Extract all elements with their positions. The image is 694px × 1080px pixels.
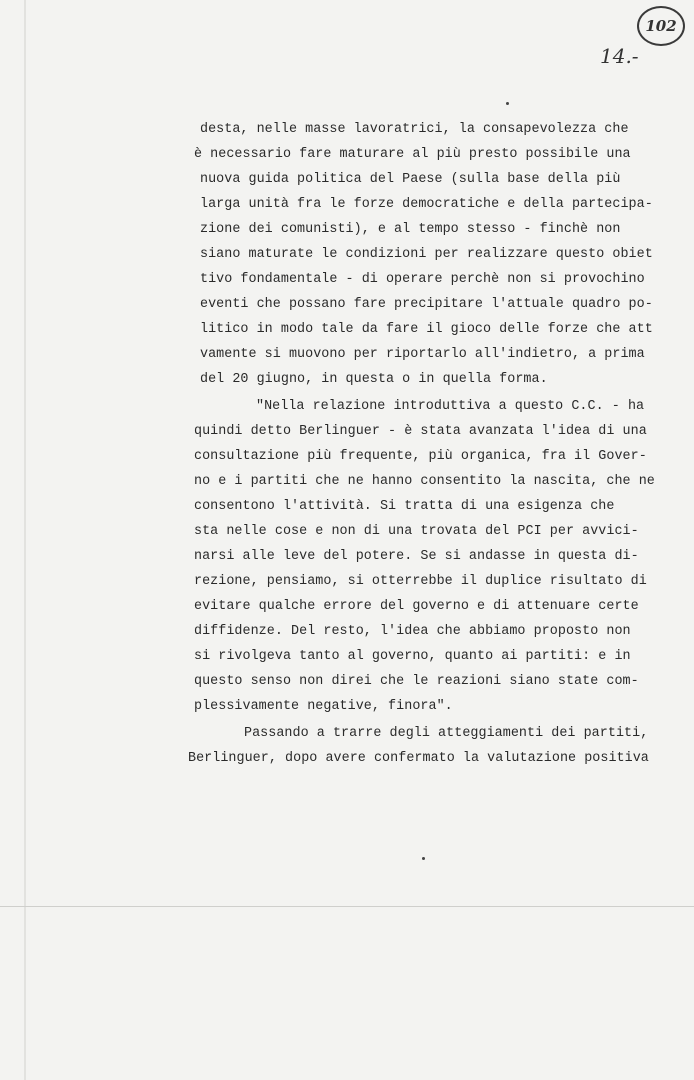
text-line: desta, nelle masse lavoratrici, la consapevolezza che xyxy=(200,122,629,137)
text-line: siano maturate le condizioni per realizzare questo obiet xyxy=(200,247,653,262)
text-line: litico in modo tale da fare il gioco delle forze che att xyxy=(200,322,653,337)
text-line: plessivamente negative, finora". xyxy=(194,699,453,714)
page-edge-shadow xyxy=(24,0,26,1080)
handwritten-page-number: 14.- xyxy=(600,44,639,68)
text-line: tivo fondamentale - di operare perchè non si provochino xyxy=(200,272,645,287)
text-line: eventi che possano fare precipitare l'attuale quadro po- xyxy=(200,297,653,312)
text-line: larga unità fra le forze democratiche e della partecipa- xyxy=(200,197,653,212)
text-line: diffidenze. Del resto, l'idea che abbiamo proposto non xyxy=(194,624,631,639)
paper-speck xyxy=(506,102,509,105)
text-line: evitare qualche errore del governo e di attenuare certe xyxy=(194,599,639,614)
text-line: consultazione più frequente, più organica, fra il Gover- xyxy=(194,449,647,464)
text-line: narsi alle leve del potere. Se si andasse in questa di- xyxy=(194,549,639,564)
text-line: vamente si muovono per riportarlo all'indietro, a prima xyxy=(200,347,645,362)
paragraph-start-line: Passando a trarre degli atteggiamenti dei partiti, xyxy=(244,726,649,741)
text-line: zione dei comunisti), e al tempo stesso - finchè non xyxy=(200,222,621,237)
fold-line xyxy=(0,906,694,907)
text-line: Berlinguer, dopo avere confermato la valutazione positiva xyxy=(188,751,649,766)
archive-stamp-number: 102 xyxy=(645,17,677,35)
text-line: no e i partiti che ne hanno consentito la nascita, che ne xyxy=(194,474,655,489)
archive-stamp xyxy=(637,6,685,46)
text-line: quindi detto Berlinguer - è stata avanzata l'idea di una xyxy=(194,424,647,439)
text-line: del 20 giugno, in questa o in quella forma. xyxy=(200,372,548,387)
text-line: consentono l'attività. Si tratta di una esigenza che xyxy=(194,499,615,514)
text-line: nuova guida politica del Paese (sulla base della più xyxy=(200,172,621,187)
text-line: questo senso non direi che le reazioni siano state com- xyxy=(194,674,639,689)
text-line: è necessario fare maturare al più presto possibile una xyxy=(194,147,631,162)
paragraph-start-line: "Nella relazione introduttiva a questo C.C. - ha xyxy=(256,399,645,414)
text-line: sta nelle cose e non di una trovata del PCI per avvici- xyxy=(194,524,639,539)
text-line: rezione, pensiamo, si otterrebbe il duplice risultato di xyxy=(194,574,647,589)
paper-speck xyxy=(422,857,425,860)
text-line: si rivolgeva tanto al governo, quanto ai partiti: e in xyxy=(194,649,631,664)
